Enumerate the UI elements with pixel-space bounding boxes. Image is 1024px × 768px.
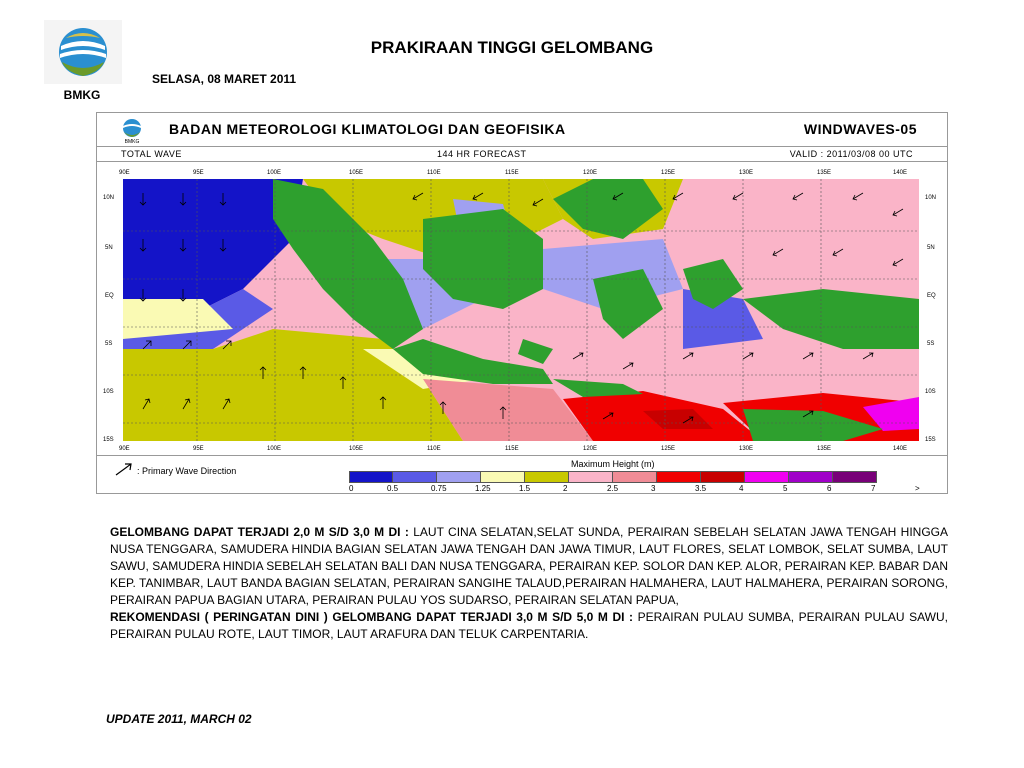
legend-tick-label: > <box>915 484 920 493</box>
page-title: PRAKIRAAN TINGGI GELOMBANG <box>370 38 654 57</box>
legend-tick-label: 5 <box>783 484 788 493</box>
lat-label: 15S <box>103 437 114 443</box>
update-note: UPDATE 2011, MARCH 02 <box>106 712 252 726</box>
lon-label: 110E <box>427 170 441 176</box>
valid-label: VALID : 2011/03/08 00 UTC <box>789 149 913 159</box>
legend-tick-label: 2.5 <box>607 484 619 493</box>
legend-swatch <box>657 471 701 483</box>
legend-swatch <box>701 471 745 483</box>
lon-label: 120E <box>583 170 598 176</box>
legend-tick-label: 0.75 <box>431 484 447 493</box>
legend-tick-label: 4 <box>739 484 744 493</box>
legend-tick-label: 0 <box>349 484 354 493</box>
lon-label: 105E <box>349 170 364 176</box>
description-lead-text: LAUT CINA SELATAN,SELAT SUNDA, PERAIRAN SEBELAH SELATAN JAWA TENGAH HINGGA NUSA TENGGARA, SAMUDERA HINDIA BAGIAN SELATAN JAWA TENGAH DAN JAWA TIMUR, LAUT FLORES, SELAT LOMBOK, SELAT SUMBA, LAUT SAWU, SAMUDERA HINDIA SEBELAH SELATAN BALI DAN NUSA TENGGARA, PERAIRAN KEP. SOLOR DAN KEP. ALOR, PERAIRAN KEP. BABAR DAN KEP. TANIMBAR, LAUT BANDA BAGIAN SELATAN, PERAIRAN SANGIHE TALAUD,PERAIRAN HALMAHERA, LAUT HALMAHERA, PERAIRAN SORONG, PERAIRAN PAPUA BAGIAN UTARA, PERAIRAN PULAU YOS SUDARSO, PERAIRAN SELATAN PAPUA, <box>110 525 948 607</box>
legend-ticks <box>349 484 919 494</box>
lon-label: 130E <box>739 446 754 452</box>
forecast-description <box>110 524 948 643</box>
legend-tick-label: 1.25 <box>475 484 491 493</box>
total-wave-label: TOTAL WAVE <box>121 149 182 159</box>
legend-tick-label: 6 <box>827 484 832 493</box>
logo-label: BMKG <box>63 88 101 102</box>
legend-tick-label: 2 <box>563 484 568 493</box>
description-lead-bold: GELOMBANG DAPAT TERJADI 2,0 M S/D 3,0 M DI : <box>110 525 414 539</box>
lon-label: 140E <box>893 446 908 452</box>
lon-label: 125E <box>661 170 676 176</box>
lat-label: 5S <box>105 341 113 347</box>
lat-label: 5N <box>927 245 935 251</box>
lon-label: 115E <box>505 446 519 452</box>
legend-tick-label: 3.5 <box>695 484 707 493</box>
forecast-date: SELASA, 08 MARET 2011 <box>152 72 297 86</box>
legend <box>97 455 947 493</box>
panel-subheader <box>97 147 947 162</box>
legend-tick-label: 1.5 <box>519 484 531 493</box>
lat-label: 15S <box>925 437 936 443</box>
lon-label: 100E <box>267 170 282 176</box>
agency-name: BADAN METEOROLOGI KLIMATOLOGI DAN GEOFISIKA <box>169 121 566 137</box>
lon-label: 130E <box>739 170 754 176</box>
legend-swatch <box>481 471 525 483</box>
lat-label: 10N <box>103 195 115 201</box>
lat-label: 5S <box>927 341 935 347</box>
legend-swatch <box>437 471 481 483</box>
bmkg-mini-logo <box>117 116 147 144</box>
mini-logo-label: BMKG <box>124 139 140 144</box>
wave-height-map <box>123 179 919 441</box>
lon-label: 125E <box>661 446 676 452</box>
forecast-label: 144 HR FORECAST <box>437 149 527 159</box>
legend-swatch <box>349 471 393 483</box>
primary-wave-direction-label: : Primary Wave Direction <box>137 466 237 476</box>
lon-label: 90E <box>119 446 130 452</box>
panel-header <box>97 113 947 147</box>
legend-swatch <box>613 471 657 483</box>
legend-swatch <box>745 471 789 483</box>
lon-label: 105E <box>349 446 364 452</box>
lon-label: 140E <box>893 170 908 176</box>
legend-swatch <box>569 471 613 483</box>
lon-label: 135E <box>817 446 832 452</box>
lon-label: 115E <box>505 170 519 176</box>
legend-title: Maximum Height (m) <box>571 459 655 469</box>
wave-direction-arrow-icon <box>113 460 135 478</box>
recommendation-text: PERAIRAN PULAU SUMBA, PERAIRAN PULAU SAWU, PERAIRAN PULAU ROTE, LAUT TIMOR, LAUT ARAFURA DAN TELUK CARPENTARIA. <box>110 610 948 641</box>
legend-swatch <box>525 471 569 483</box>
lat-label: 10S <box>103 389 114 395</box>
legend-swatch <box>393 471 437 483</box>
legend-color-bar <box>349 471 877 483</box>
lon-label: 95E <box>193 170 204 176</box>
lon-label: 110E <box>427 446 441 452</box>
forecast-panel <box>96 112 948 494</box>
legend-swatch <box>789 471 833 483</box>
lat-label: 5N <box>105 245 113 251</box>
legend-tick-label: 0.5 <box>387 484 399 493</box>
lon-label: 135E <box>817 170 832 176</box>
lat-label: EQ <box>927 293 936 299</box>
recommendation-bold: REKOMENDASI ( PERINGATAN DINI ) GELOMBANG DAPAT TERJADI 3,0 M S/D 5,0 M DI : <box>110 610 638 624</box>
legend-swatch <box>833 471 877 483</box>
legend-tick-label: 7 <box>871 484 876 493</box>
legend-tick-label: 3 <box>651 484 656 493</box>
lat-label: 10N <box>925 195 937 201</box>
lon-label: 120E <box>583 446 598 452</box>
lat-label: EQ <box>105 293 114 299</box>
lat-label: 10S <box>925 389 936 395</box>
lon-label: 90E <box>119 170 130 176</box>
lon-label: 100E <box>267 446 282 452</box>
lon-label: 95E <box>193 446 204 452</box>
model-name: WINDWAVES-05 <box>803 121 917 137</box>
